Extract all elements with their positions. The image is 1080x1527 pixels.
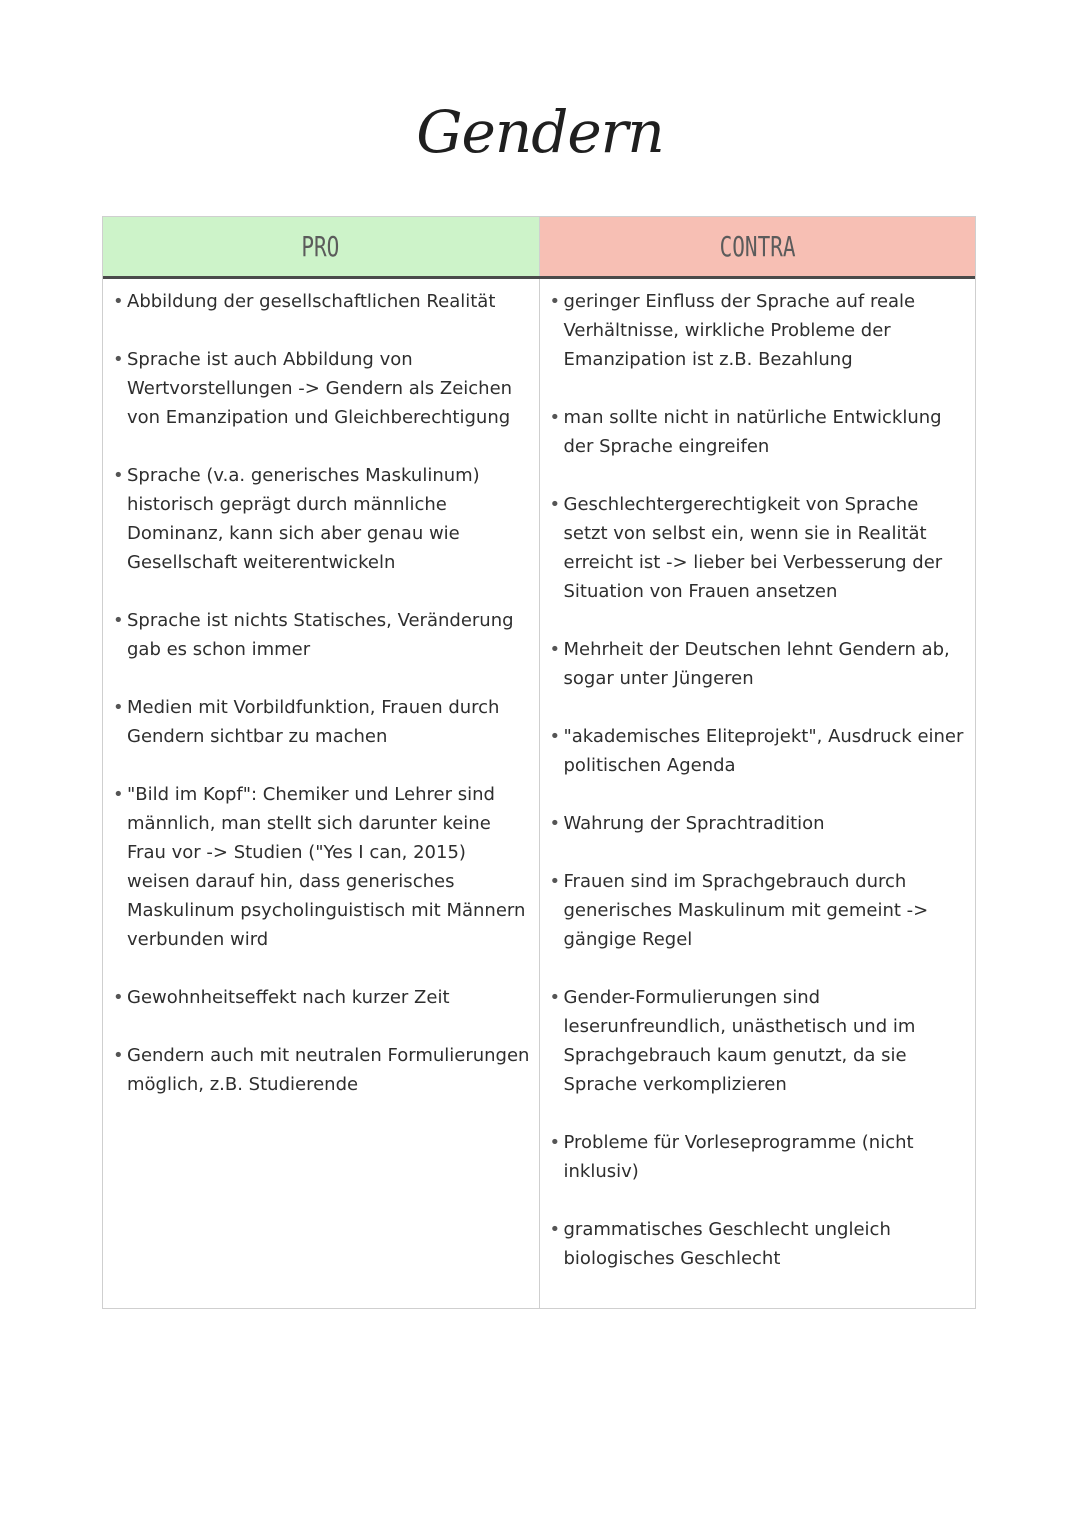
table-body bbox=[103, 279, 975, 1308]
bullet-icon: • bbox=[113, 291, 124, 312]
contra-item: • "akademisches Eliteprojekt", Ausdruck einer politischen Agenda bbox=[550, 722, 968, 780]
contra-item: • Geschlechtergerechtigkeit von Sprache setzt von selbst ein, wenn sie in Realität erreicht ist -> lieber bei Verbesserung der Situation von Frauen ansetzen bbox=[550, 490, 968, 606]
pro-item: • Sprache ist nichts Statisches, Veränderung gab es schon immer bbox=[113, 606, 531, 664]
bullet-icon: • bbox=[549, 407, 561, 428]
bullet-icon: • bbox=[549, 871, 561, 892]
bullet-icon: • bbox=[549, 987, 561, 1008]
contra-item: • Gender-Formulierungen sind leserunfreundlich, unästhetisch und im Sprachgebrauch kaum genutzt, da sie Sprache verkomplizieren bbox=[550, 983, 968, 1099]
contra-item: • man sollte nicht in natürliche Entwicklung der Sprache eingreifen bbox=[550, 403, 968, 461]
bullet-icon: • bbox=[549, 1132, 561, 1153]
pro-item: • "Bild im Kopf": Chemiker und Lehrer sind männlich, man stellt sich darunter keine Frau vor -> Studien ("Yes I can, 2015) weisen darauf hin, dass generisches Maskulinum psycholinguistisch mit Männern verbunden wird bbox=[113, 780, 531, 954]
pro-list bbox=[113, 287, 531, 1099]
bullet-icon: • bbox=[549, 1219, 561, 1240]
pro-item: • Sprache ist auch Abbildung von Wertvorstellungen -> Gendern als Zeichen von Emanzipation und Gleichberechtigung bbox=[113, 345, 531, 432]
bullet-icon: • bbox=[549, 726, 561, 747]
contra-item: • Mehrheit der Deutschen lehnt Gendern ab, sogar unter Jüngeren bbox=[550, 635, 968, 693]
contra-item: • Probleme für Vorleseprogramme (nicht inklusiv) bbox=[550, 1128, 968, 1186]
pro-contra-table bbox=[102, 216, 976, 1309]
bullet-icon: • bbox=[113, 465, 124, 486]
bullet-icon: • bbox=[113, 610, 124, 631]
bullet-icon: • bbox=[549, 813, 561, 834]
bullet-icon: • bbox=[549, 494, 561, 515]
pro-item: • Medien mit Vorbildfunktion, Frauen durch Gendern sichtbar zu machen bbox=[113, 693, 531, 751]
bullet-icon: • bbox=[113, 784, 124, 805]
contra-header-label: CONTRA bbox=[719, 230, 796, 263]
pro-header-label: PRO bbox=[301, 230, 340, 263]
page-title: Gendern bbox=[416, 98, 664, 166]
pro-item: • Gewohnheitseffekt nach kurzer Zeit bbox=[113, 983, 531, 1012]
bullet-icon: • bbox=[113, 697, 124, 718]
pro-item: • Abbildung der gesellschaftlichen Realität bbox=[113, 287, 531, 316]
bullet-icon: • bbox=[549, 639, 561, 660]
contra-list bbox=[550, 287, 968, 1273]
contra-column bbox=[540, 279, 976, 1308]
contra-item: • Wahrung der Sprachtradition bbox=[550, 809, 968, 838]
pro-header-cell bbox=[103, 217, 540, 276]
bullet-icon: • bbox=[113, 349, 124, 370]
contra-item: • Frauen sind im Sprachgebrauch durch generisches Maskulinum mit gemeint -> gängige Regel bbox=[550, 867, 968, 954]
pro-item: • Gendern auch mit neutralen Formulierungen möglich, z.B. Studierende bbox=[113, 1041, 531, 1099]
table-header bbox=[103, 217, 975, 279]
bullet-icon: • bbox=[113, 1045, 124, 1066]
bullet-icon: • bbox=[549, 291, 561, 312]
contra-item: • geringer Einfluss der Sprache auf reale Verhältnisse, wirkliche Probleme der Emanzipation ist z.B. Bezahlung bbox=[550, 287, 968, 374]
contra-header-cell bbox=[540, 217, 976, 276]
bullet-icon: • bbox=[113, 987, 124, 1008]
pro-column bbox=[103, 279, 540, 1308]
pro-item: • Sprache (v.a. generisches Maskulinum) historisch geprägt durch männliche Dominanz, kann sich aber genau wie Gesellschaft weiterentwickeln bbox=[113, 461, 531, 577]
contra-item: • grammatisches Geschlecht ungleich biologisches Geschlecht bbox=[550, 1215, 968, 1273]
